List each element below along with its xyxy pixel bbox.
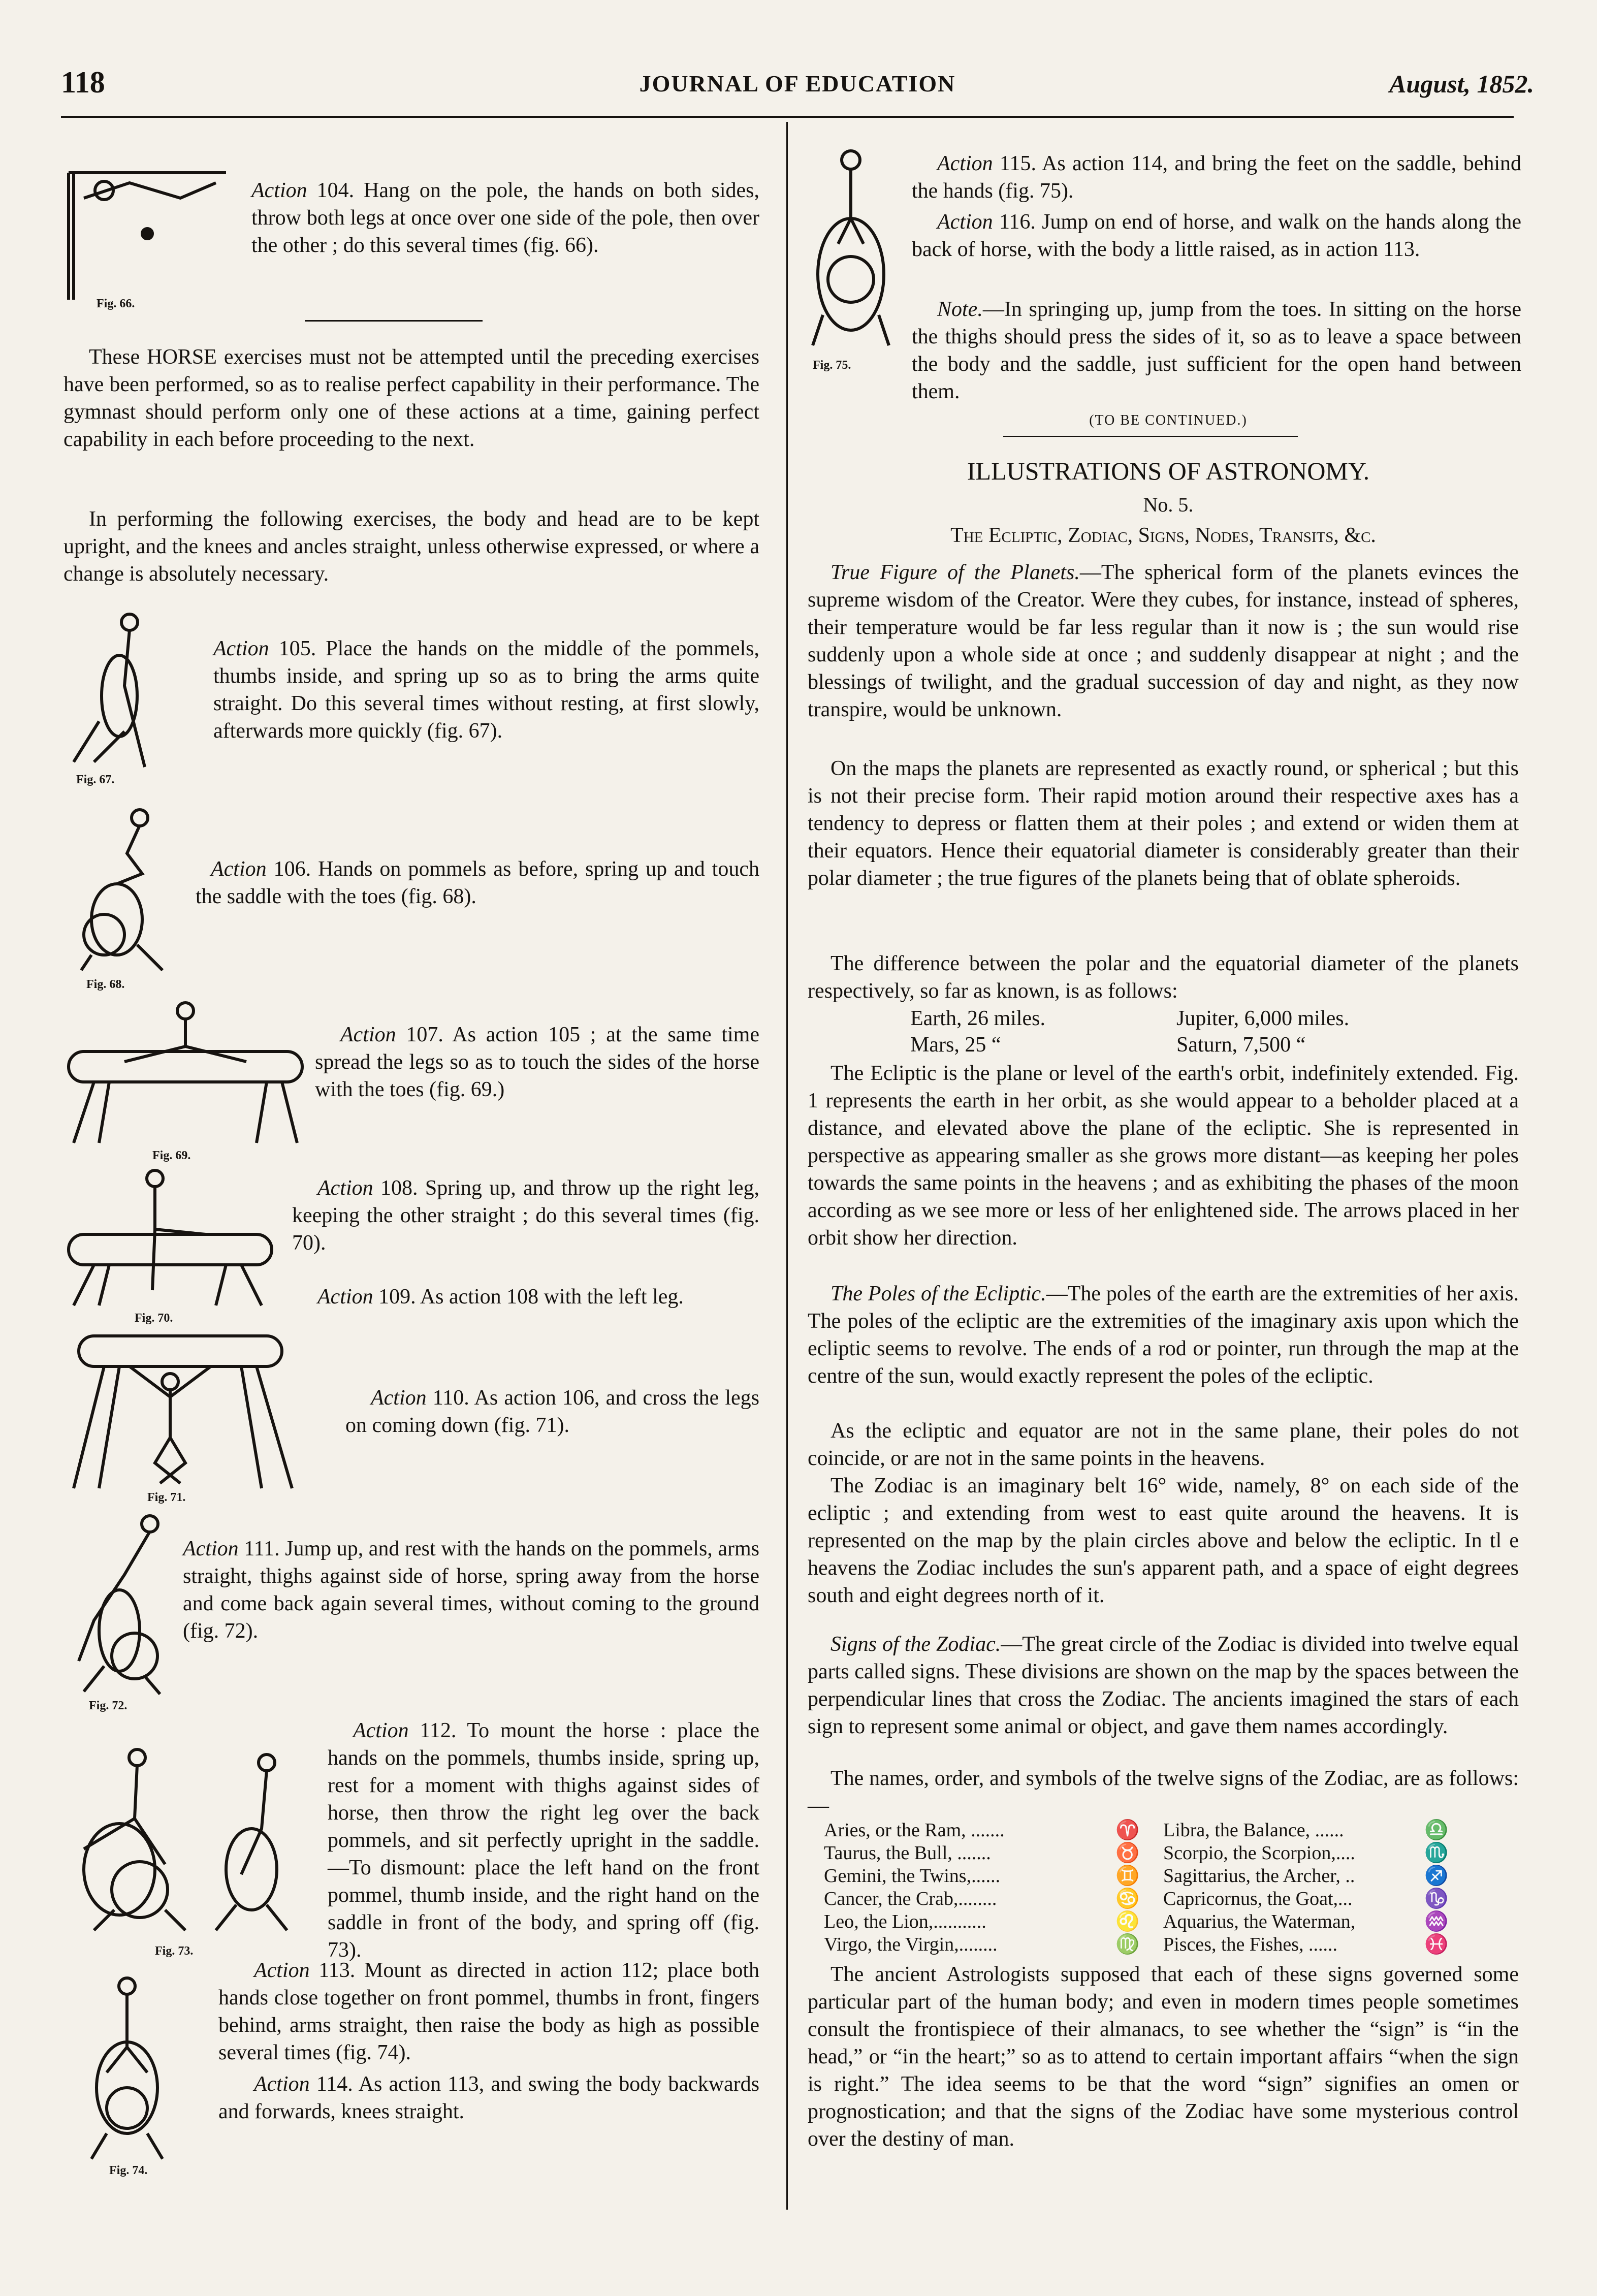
action-114 [218, 2070, 759, 2125]
zodiac-signs-table [823, 1819, 1455, 1957]
section-subtitle: The Ecliptic, Zodiac, Signs, Nodes, Transits, &c. [950, 524, 1376, 547]
action-label: Action [353, 1719, 409, 1742]
note-label: Note. [937, 298, 983, 321]
action-text: 113. Mount as directed in action 112; place both hands close together on front pommel, thumbs in front, fingers behind, arms straight, then raise the body as high as possible several times (fig. 74). [218, 1959, 759, 2064]
journal-title: JOURNAL OF EDUCATION [639, 71, 956, 97]
table-cell: Mars, 25 “ [910, 1033, 1001, 1057]
action-text: 112. To mount the horse : place the hands on the pommels, thumbs inside, spring up, rest for a moment with thighs against sides of horse, then throw the right leg over the back pommels, and sit perfectly upright in the saddle.—To dismount: place the left hand on the front pommel, thumb inside, and the right hand on the saddle in front of the body, and spring off (fig. 73). [328, 1719, 759, 1962]
table-cell: Leo, the Lion,........... [824, 1911, 986, 1932]
action-label: Action [254, 1959, 310, 1982]
table-row [824, 1820, 1454, 1841]
figure-69-illustration [63, 996, 317, 1148]
action-label: Action [213, 637, 269, 660]
action-label: Action [251, 179, 307, 202]
action-label: Action [937, 152, 993, 175]
figure-67-label: Fig. 67. [76, 773, 115, 786]
paragraph-astrologists: The ancient Astrologists supposed that each of these signs governed some particular part of the human body; and even in modern times people sometimes consult the frontispiece of their almanacs, to see whether the “sign” is “in the head,” or “in the heart;” so as to attend to certain important affairs “when the sign is right.” The idea seems to be that the word “sign” signifies an omen or prognostication; and that the signs of the Zodiac have some mysterious control over the destiny of man. [808, 1963, 1519, 2151]
action-109 [317, 1283, 759, 1311]
paragraph-ecliptic: The Ecliptic is the plane or level of the earth's orbit, indefinitely extended. Fig. 1 represents the earth in her orbit, as she would appear to a beholder placed at a distance, and elevated above the plane of the ecliptic. She is represented in perspective as appearing smaller as she grows more distant—as keeping her poles towards the same points in the heavens ; and as exhibiting the phases of the moon according as we see more or less of her enlightened side. The arrows placed in her orbit show her direction. [808, 1062, 1519, 1250]
page-header [61, 65, 1534, 101]
table-cell: Libra, the Balance, ...... [1163, 1820, 1344, 1841]
figure-73-label: Fig. 73. [155, 1944, 194, 1958]
action-115 [912, 150, 1521, 205]
run-in-heading: True Figure of the Planets. [831, 561, 1080, 584]
action-text: 109. As action 108 with the left leg. [373, 1285, 684, 1309]
action-104 [251, 177, 759, 259]
figure-70-label: Fig. 70. [135, 1312, 173, 1325]
figure-68-illustration [76, 803, 178, 975]
paragraph-maps: On the maps the planets are represented as exactly round, or spherical ; but this is not their precise form. Their rapid motion around their respective axes has a tendency to depress or flatten them at their poles ; and extend or widen them at their equators. Hence their equatorial diameter is considerably greater than their polar diameter ; the true figures of the planets being that of oblate spheroids. [808, 757, 1519, 890]
section-title: ILLUSTRATIONS OF ASTRONOMY. [967, 457, 1370, 485]
zodiac-symbol-icon: ♋ [1115, 1888, 1140, 1909]
zodiac-symbol-icon: ♓ [1424, 1934, 1449, 1955]
action-111 [183, 1535, 759, 1645]
paragraph-text: —The great circle of the Zodiac is divided into twelve equal parts called signs. These divisions are shown on the map by the spaces between the perpendicular lines that cross the Zodiac. The ancients imagined the stars of each sign to represent some animal or object, and gave them names accordingly. [808, 1633, 1519, 1738]
figure-72-label: Fig. 72. [89, 1699, 127, 1712]
figure-75-illustration [808, 147, 894, 350]
zodiac-symbol-icon: ♏ [1424, 1842, 1449, 1864]
table-cell: Sagittarius, the Archer, .. [1163, 1865, 1355, 1887]
action-105 [213, 635, 759, 745]
table-cell: Virgo, the Virgin,........ [824, 1934, 998, 1955]
action-text: 107. As action 105 ; at the same time spread the legs so as to touch the sides of the horse with the toes (fig. 69.) [315, 1023, 759, 1101]
zodiac-symbol-icon: ♑ [1424, 1888, 1449, 1909]
action-text: 106. Hands on pommels as before, spring up and touch the saddle with the toes (fig. 68). [196, 857, 759, 908]
figure-70-illustration [63, 1163, 287, 1311]
figure-66-illustration [63, 152, 231, 305]
paragraph-true-figure [808, 559, 1519, 723]
horse-intro: These HORSE exercises must not be attempted until the preceding exercises have been performed, so as to realise perfect capability in their performance. The gymnast should perform only one of these actions at a time, gaining perfect capability in each before proceeding to the next. [63, 345, 759, 451]
paragraph-poles [808, 1280, 1519, 1390]
action-label: Action [211, 857, 267, 881]
paragraph-difference: The difference between the polar and the equatorial diameter of the planets respectively, so far as known, is as follows: [808, 952, 1519, 1003]
zodiac-symbol-icon: ♊ [1115, 1865, 1140, 1887]
zodiac-symbol-icon: ♍ [1115, 1934, 1140, 1955]
figure-67-illustration [63, 610, 165, 772]
figure-68-label: Fig. 68. [86, 978, 125, 991]
action-label: Action [317, 1176, 373, 1200]
note-text: —In springing up, jump from the toes. In sitting on the horse the thighs should press the sides of it, so as to leave a space between the body and the saddle, just sufficient for the open hand between them. [912, 298, 1521, 403]
table-row [824, 1842, 1454, 1864]
paragraph-text: —The poles of the earth are the extremities of her axis. The poles of the ecliptic are the extremities of the imaginary axis upon which the ecliptic seems to revolve. The ends of a rod or pointer, run through the map at the centre of the sun, would exactly represent the poles of the ecliptic. [808, 1282, 1519, 1388]
table-cell: Earth, 26 miles. [910, 1007, 1045, 1030]
action-label: Action [340, 1023, 396, 1046]
paragraph-names: The names, order, and symbols of the twelve signs of the Zodiac, are as follows:— [808, 1767, 1519, 1817]
page-number: 118 [61, 66, 105, 99]
run-in-heading: The Poles of the Ecliptic. [831, 1282, 1046, 1305]
table-cell: Gemini, the Twins,...... [824, 1865, 1001, 1887]
action-text: 104. Hang on the pole, the hands on both sides, throw both legs at once over one side of the pole, then over the other ; do this several times (fig. 66). [251, 179, 759, 257]
section-number: No. 5. [1143, 493, 1194, 516]
figure-72-illustration [63, 1509, 175, 1697]
action-label: Action [371, 1386, 427, 1410]
action-label: Action [254, 2072, 310, 2096]
action-text: 111. Jump up, and rest with the hands on the pommels, arms straight, thighs against side of horse, spring away from the horse and come back again several times, without coming to the ground (fig. 72). [183, 1537, 759, 1643]
table-row [824, 1888, 1454, 1910]
figure-71-illustration [63, 1331, 302, 1493]
action-label: Action [183, 1537, 239, 1560]
issue-date: August, 1852. [1389, 70, 1534, 98]
action-label: Action [317, 1285, 373, 1309]
run-in-heading: Signs of the Zodiac. [831, 1633, 1001, 1656]
paragraph-equator: As the ecliptic and equator are not in the same plane, their poles do not coincide, or are not in the same points in the heavens. [808, 1419, 1519, 1470]
action-106 [196, 855, 759, 910]
table-cell: Aquarius, the Waterman, [1163, 1911, 1356, 1932]
paragraph-zodiac: The Zodiac is an imaginary belt 16° wide, namely, 8° on each side of the ecliptic ; and extending from west to east quite around the heavens. It is represented on the map by the plain circles above and below the ecliptic. In tl e heavens the Zodiac includes the sun's apparent path, and a space of eight degrees south and eight degrees north of it. [808, 1474, 1519, 1607]
action-116 [912, 208, 1521, 263]
figure-74-illustration [76, 1971, 178, 2164]
figure-74-label: Fig. 74. [109, 2164, 148, 2177]
action-text: 114. As action 113, and swing the body backwards and forwards, knees straight. [218, 2072, 759, 2123]
figure-73-illustration [63, 1742, 307, 1935]
zodiac-symbol-icon: ♈ [1115, 1820, 1140, 1841]
wavy-divider [1003, 436, 1298, 437]
figure-69-label: Fig. 69. [152, 1149, 191, 1162]
paragraph-signs [808, 1631, 1519, 1740]
table-cell: Taurus, the Bull, ....... [824, 1842, 991, 1864]
to-be-continued: (TO BE CONTINUED.) [1089, 412, 1248, 428]
section-divider [305, 320, 483, 322]
zodiac-symbol-icon: ♒ [1424, 1911, 1449, 1932]
figure-66-label: Fig. 66. [97, 297, 135, 310]
table-cell: Scorpio, the Scorpion,.... [1163, 1842, 1355, 1864]
table-row [824, 1934, 1454, 1956]
table-cell: Capricornus, the Goat,... [1163, 1888, 1353, 1909]
table-cell: Saturn, 7,500 “ [1176, 1033, 1306, 1057]
action-text: 110. As action 106, and cross the legs on coming down (fig. 71). [345, 1386, 759, 1437]
paragraph-text: —The spherical form of the planets evinces the supreme wisdom of the Creator. Were they cubes, for instance, instead of spheres, their temperature would be far less regular than it now is ; the sun would rise suddenly upon a whole side at once ; and suddenly disappear at night ; and the blessings of twilight, and the gradual succession of day and night, as they now transpire, would be unknown. [808, 561, 1519, 721]
figure-75-label: Fig. 75. [813, 359, 851, 372]
action-text: 105. Place the hands on the middle of the pommels, thumbs inside, and spring up so as to bring the arms quite straight. Do this several times without resting, at first slowly, afterwards more quickly (fig. 67). [213, 637, 759, 743]
zodiac-symbol-icon: ♌ [1115, 1911, 1140, 1932]
table-row [910, 1006, 1355, 1031]
table-cell: Pisces, the Fishes, ...... [1163, 1934, 1338, 1955]
note [912, 296, 1521, 405]
table-row [910, 1032, 1355, 1058]
action-text: 115. As action 114, and bring the feet on the saddle, behind the hands (fig. 75). [912, 152, 1521, 203]
table-cell: Jupiter, 6,000 miles. [1176, 1007, 1350, 1030]
table-row [824, 1911, 1454, 1933]
zodiac-symbol-icon: ♐ [1424, 1865, 1449, 1887]
action-108 [292, 1174, 759, 1257]
action-113 [218, 1957, 759, 2066]
figure-71-label: Fig. 71. [147, 1491, 186, 1504]
zodiac-symbol-icon: ♉ [1115, 1842, 1140, 1864]
column-divider [786, 122, 788, 2210]
action-110 [345, 1384, 759, 1439]
action-112 [328, 1717, 759, 1964]
table-row [824, 1865, 1454, 1887]
diameter-table [909, 1005, 1356, 1059]
horse-intro-2: In performing the following exercises, the body and head are to be kept upright, and the knees and ancles straight, unless otherwise expressed, or where a change is absolutely necessary. [63, 507, 759, 586]
action-label: Action [937, 210, 993, 234]
table-cell: Cancer, the Crab,........ [824, 1888, 997, 1909]
header-rule [61, 116, 1514, 118]
zodiac-symbol-icon: ♎ [1424, 1820, 1449, 1841]
table-cell: Aries, or the Ram, ....... [824, 1820, 1005, 1841]
action-107 [315, 1021, 759, 1103]
action-text: 108. Spring up, and throw up the right leg, keeping the other straight ; do this several times (fig. 70). [292, 1176, 759, 1255]
action-text: 116. Jump on end of horse, and walk on the hands along the back of horse, with the body a little raised, as in action 113. [912, 210, 1521, 261]
